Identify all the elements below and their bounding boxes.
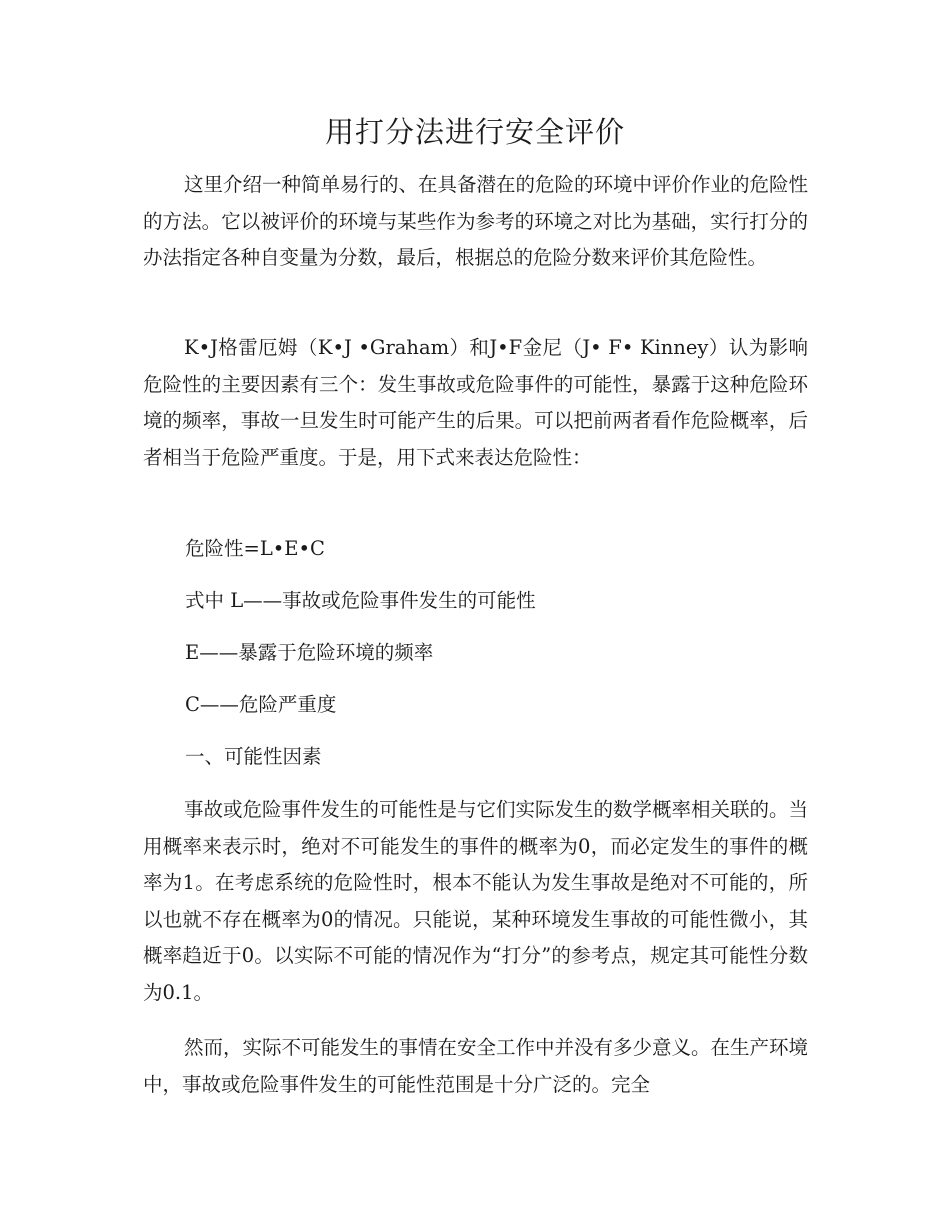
intro-paragraph: 这里介绍一种简单易行的、在具备潜在的危险的环境中评价作业的危险性的方法。它以被评价的环境与某些作为参考的环境之对比为基础，实行打分的办法指定各种自变量为分数，最后，根据总的危险分数来评价其危险性。: [143, 173, 809, 269]
document-title: 用打分法进行安全评价: [324, 115, 625, 149]
definition-e: E——暴露于危险环境的频率: [185, 641, 434, 664]
probability-paragraph: 事故或危险事件发生的可能性是与它们实际发生的数学概率相关联的。当用概率来表示时，绝对不可能发生的事件的概率为0，而必定发生的事件的概率为1。在考虑系统的危险性时，根本不能认为发生事故是绝对不可能的，所以也就不存在概率为0的情况。只能说，某种环境发生事故的可能性微小，其概率趋近于0。以实际不可能的情况作为“打分”的参考点，规定其可能性分数为0.1。: [143, 798, 809, 1004]
definition-l: 式中 L——事故或危险事件发生的可能性: [185, 589, 536, 612]
practical-paragraph: 然而，实际不可能发生的事情在安全工作中并没有多少意义。在生产环境中，事故或危险事件发生的可能性范围是十分广泛的。完全: [143, 1036, 809, 1096]
definition-c: C——危险严重度: [185, 693, 337, 716]
formula-line: 危险性=L•E•C: [185, 537, 325, 560]
section-heading: 一、可能性因素: [185, 745, 322, 768]
factors-paragraph: K•J格雷厄姆（K•J •Graham）和J•F金尼（J• F• Kinney）认为影响危险性的主要因素有三个：发生事故或危险事件的可能性，暴露于这种危险环境的频率，事故一旦发生时可能产生的后果。可以把前两者看作危险概率，后者相当于危险严重度。于是，用下式来表达危险性：: [143, 336, 808, 469]
